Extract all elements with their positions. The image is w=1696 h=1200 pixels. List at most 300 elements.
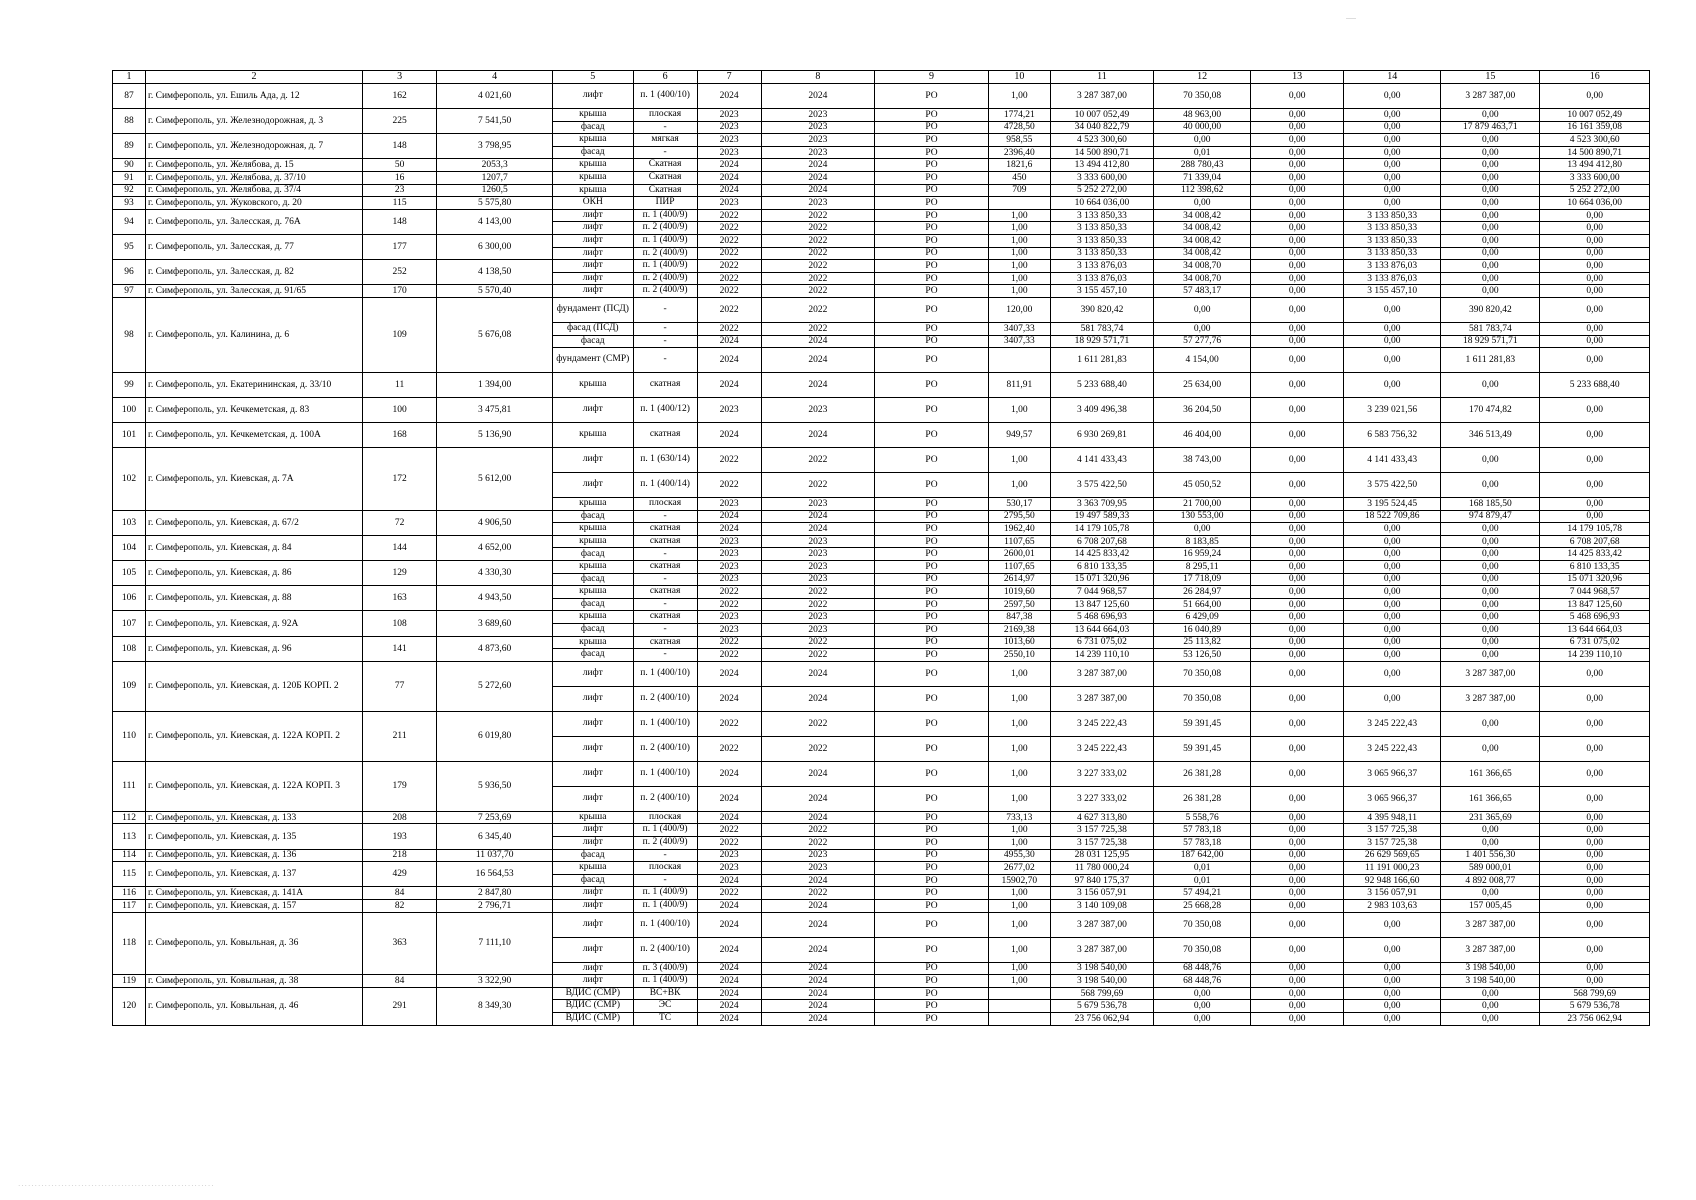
cell-col-15: 3 287 387,00	[1441, 686, 1540, 711]
address-cell: г. Симферополь, ул. Кечкеметская, д. 83	[146, 398, 363, 423]
table-row	[113, 711, 1650, 736]
cell-col-13: 0,00	[1251, 975, 1344, 988]
cell-col-7: 2022	[697, 297, 761, 322]
row-number: 104	[113, 535, 146, 560]
column-number-2: 2	[146, 71, 363, 84]
table-row	[113, 448, 1650, 473]
row-number: 120	[113, 987, 146, 1025]
cell-col-14: 3 195 524,45	[1344, 498, 1441, 511]
cell-col-8: 2024	[761, 171, 875, 184]
cell-col-9: РО	[875, 837, 989, 850]
cell-col-7: 2024	[697, 84, 761, 109]
cell-col-15: 0,00	[1441, 887, 1540, 900]
cell-col-5: фасад	[553, 598, 634, 611]
cell-col-9: РО	[875, 272, 989, 285]
cell-col-15: 0,00	[1441, 171, 1540, 184]
cell-col-6: -	[633, 510, 697, 523]
cell-col-14: 0,00	[1344, 297, 1441, 322]
cell-col-15: 170 474,82	[1441, 398, 1540, 423]
cell-col-11: 13 494 412,80	[1050, 159, 1153, 172]
cell-col-6: скатная	[633, 636, 697, 649]
table-row	[113, 285, 1650, 298]
cell-col-13: 0,00	[1251, 159, 1344, 172]
cell-col-16: 0,00	[1540, 786, 1650, 811]
cell-col-14: 0,00	[1344, 962, 1441, 975]
cell-col-16: 0,00	[1540, 297, 1650, 322]
cell-col-6: п. 1 (400/10)	[633, 711, 697, 736]
cell-col-7: 2022	[697, 209, 761, 222]
cell-col-13: 0,00	[1251, 1012, 1344, 1025]
cell-col-5: крыша	[553, 159, 634, 172]
address-cell: г. Симферополь, ул. Киевская, д. 86	[146, 561, 363, 586]
cell-col-9: РО	[875, 297, 989, 322]
cell-col-16: 14 179 105,78	[1540, 523, 1650, 536]
area-cell: 7 541,50	[437, 109, 553, 134]
cell-col-16: 0,00	[1540, 473, 1650, 498]
apartments-cell: 11	[362, 373, 436, 398]
cell-col-15: 0,00	[1441, 247, 1540, 260]
cell-col-13: 0,00	[1251, 824, 1344, 837]
cell-col-14: 3 133 850,33	[1344, 234, 1441, 247]
cell-col-15: 3 287 387,00	[1441, 912, 1540, 937]
cell-col-8: 2023	[761, 849, 875, 862]
cell-col-10: 3407,33	[988, 322, 1050, 335]
cell-col-11: 581 783,74	[1050, 322, 1153, 335]
cell-col-11: 34 040 822,79	[1050, 121, 1153, 134]
cell-col-9: РО	[875, 899, 989, 912]
cell-col-6: -	[633, 297, 697, 322]
cell-col-14: 0,00	[1344, 611, 1441, 624]
cell-col-13: 0,00	[1251, 912, 1344, 937]
cell-col-5: лифт	[553, 84, 634, 109]
cell-col-15: 3 287 387,00	[1441, 937, 1540, 962]
cell-col-8: 2022	[761, 272, 875, 285]
cell-col-9: РО	[875, 962, 989, 975]
cell-col-10: 1,00	[988, 975, 1050, 988]
address-cell: г. Симферополь, ул. Киевская, д. 157	[146, 899, 363, 912]
area-cell: 3 689,60	[437, 611, 553, 636]
table-row	[113, 761, 1650, 786]
cell-col-8: 2024	[761, 423, 875, 448]
cell-col-15: 3 198 540,00	[1441, 962, 1540, 975]
cell-col-15: 161 366,65	[1441, 761, 1540, 786]
cell-col-15: 0,00	[1441, 573, 1540, 586]
cell-col-12: 34 008,42	[1154, 222, 1251, 235]
cell-col-13: 0,00	[1251, 498, 1344, 511]
apartments-cell: 84	[362, 975, 436, 988]
cell-col-8: 2022	[761, 887, 875, 900]
cell-col-6: п. 1 (400/9)	[633, 824, 697, 837]
area-cell: 4 138,50	[437, 260, 553, 285]
cell-col-15: 0,00	[1441, 222, 1540, 235]
cell-col-9: РО	[875, 686, 989, 711]
cell-col-12: 59 391,45	[1154, 711, 1251, 736]
cell-col-14: 0,00	[1344, 1012, 1441, 1025]
cell-col-11: 3 133 876,03	[1050, 272, 1153, 285]
cell-col-8: 2022	[761, 297, 875, 322]
apartments-cell: 148	[362, 134, 436, 159]
cell-col-7: 2024	[697, 987, 761, 1000]
cell-col-15: 3 198 540,00	[1441, 975, 1540, 988]
cell-col-6: скатная	[633, 535, 697, 548]
cell-col-8: 2024	[761, 1000, 875, 1013]
cell-col-16: 0,00	[1540, 862, 1650, 875]
cell-col-10	[988, 1012, 1050, 1025]
cell-col-16: 4 523 300,60	[1540, 134, 1650, 147]
cell-col-10: 1,00	[988, 837, 1050, 850]
cell-col-15: 3 287 387,00	[1441, 661, 1540, 686]
area-cell: 4 143,00	[437, 209, 553, 234]
cell-col-5: фасад	[553, 548, 634, 561]
address-cell: г. Симферополь, ул. Киевская, д. 136	[146, 849, 363, 862]
cell-col-5: ВДИС (СМР)	[553, 1000, 634, 1013]
cell-col-7: 2024	[697, 686, 761, 711]
area-cell: 4 906,50	[437, 510, 553, 535]
table-row	[113, 171, 1650, 184]
row-number: 117	[113, 899, 146, 912]
cell-col-8: 2022	[761, 636, 875, 649]
cell-col-16: 0,00	[1540, 260, 1650, 273]
apartments-cell: 108	[362, 611, 436, 636]
cell-col-10	[988, 1000, 1050, 1013]
cell-col-13: 0,00	[1251, 586, 1344, 599]
apartments-cell: 252	[362, 260, 436, 285]
cell-col-9: РО	[875, 423, 989, 448]
cell-col-9: РО	[875, 811, 989, 824]
cell-col-14: 3 157 725,38	[1344, 824, 1441, 837]
cell-col-16: 0,00	[1540, 711, 1650, 736]
cell-col-6: -	[633, 624, 697, 637]
cell-col-6: скатная	[633, 611, 697, 624]
cell-col-14: 26 629 569,65	[1344, 849, 1441, 862]
cell-col-11: 3 155 457,10	[1050, 285, 1153, 298]
cell-col-11: 14 500 890,71	[1050, 146, 1153, 159]
cell-col-12: 40 000,00	[1154, 121, 1251, 134]
cell-col-16: 0,00	[1540, 937, 1650, 962]
cell-col-6: ТС	[633, 1012, 697, 1025]
cell-col-10: 1107,65	[988, 561, 1050, 574]
cell-col-15: 589 000,01	[1441, 862, 1540, 875]
cell-col-9: РО	[875, 322, 989, 335]
cell-col-9: РО	[875, 84, 989, 109]
cell-col-6: п. 2 (400/10)	[633, 786, 697, 811]
cell-col-16: 23 756 062,94	[1540, 1012, 1650, 1025]
cell-col-14: 0,00	[1344, 1000, 1441, 1013]
cell-col-16: 7 044 968,57	[1540, 586, 1650, 599]
register-table-sheet	[112, 70, 1650, 1026]
cell-col-7: 2023	[697, 535, 761, 548]
cell-col-12: 26 381,28	[1154, 786, 1251, 811]
cell-col-14: 0,00	[1344, 561, 1441, 574]
cell-col-16: 13 644 664,03	[1540, 624, 1650, 637]
apartments-cell: 72	[362, 510, 436, 535]
cell-col-14: 3 245 222,43	[1344, 736, 1441, 761]
cell-col-8: 2023	[761, 398, 875, 423]
cell-col-10: 2550,10	[988, 649, 1050, 662]
cell-col-15: 581 783,74	[1441, 322, 1540, 335]
cell-col-15: 157 005,45	[1441, 899, 1540, 912]
cell-col-15: 3 287 387,00	[1441, 84, 1540, 109]
cell-col-6: п. 2 (400/9)	[633, 247, 697, 260]
cell-col-10: 1821,6	[988, 159, 1050, 172]
cell-col-6: п. 1 (400/10)	[633, 761, 697, 786]
cell-col-11: 19 497 589,33	[1050, 510, 1153, 523]
cell-col-6: -	[633, 335, 697, 348]
cell-col-5: крыша	[553, 523, 634, 536]
apartments-cell: 162	[362, 84, 436, 109]
cell-col-10: 1,00	[988, 473, 1050, 498]
cell-col-14: 3 133 850,33	[1344, 222, 1441, 235]
cell-col-10: 958,55	[988, 134, 1050, 147]
cell-col-7: 2024	[697, 184, 761, 197]
column-number-5: 5	[553, 71, 634, 84]
cell-col-13: 0,00	[1251, 335, 1344, 348]
cell-col-13: 0,00	[1251, 887, 1344, 900]
cell-col-13: 0,00	[1251, 535, 1344, 548]
cell-col-15: 0,00	[1441, 611, 1540, 624]
cell-col-13: 0,00	[1251, 711, 1344, 736]
cell-col-9: РО	[875, 523, 989, 536]
cell-col-16: 0,00	[1540, 498, 1650, 511]
cell-col-8: 2023	[761, 121, 875, 134]
cell-col-8: 2022	[761, 837, 875, 850]
cell-col-12: 4 154,00	[1154, 348, 1251, 373]
cell-col-10: 1,00	[988, 786, 1050, 811]
cell-col-13: 0,00	[1251, 209, 1344, 222]
cell-col-16: 0,00	[1540, 272, 1650, 285]
cell-col-15: 0,00	[1441, 373, 1540, 398]
cell-col-5: фасад	[553, 121, 634, 134]
cell-col-8: 2022	[761, 448, 875, 473]
apartments-cell: 23	[362, 184, 436, 197]
area-cell: 2 796,71	[437, 899, 553, 912]
cell-col-9: РО	[875, 234, 989, 247]
cell-col-11: 18 929 571,71	[1050, 335, 1153, 348]
cell-col-7: 2024	[697, 899, 761, 912]
cell-col-6: п. 2 (400/10)	[633, 937, 697, 962]
cell-col-8: 2024	[761, 874, 875, 887]
cell-col-11: 1 611 281,83	[1050, 348, 1153, 373]
cell-col-12: 112 398,62	[1154, 184, 1251, 197]
cell-col-9: РО	[875, 598, 989, 611]
cell-col-5: фасад	[553, 649, 634, 662]
cell-col-11: 3 198 540,00	[1050, 975, 1153, 988]
cell-col-16: 10 007 052,49	[1540, 109, 1650, 122]
cell-col-11: 5 468 696,93	[1050, 611, 1153, 624]
cell-col-10: 1,00	[988, 912, 1050, 937]
cell-col-5: лифт	[553, 962, 634, 975]
cell-col-6: -	[633, 649, 697, 662]
cell-col-7: 2022	[697, 824, 761, 837]
apartments-cell: 141	[362, 636, 436, 661]
cell-col-10: 1,00	[988, 686, 1050, 711]
cell-col-15: 0,00	[1441, 473, 1540, 498]
cell-col-9: РО	[875, 636, 989, 649]
row-number: 118	[113, 912, 146, 975]
cell-col-14: 3 157 725,38	[1344, 837, 1441, 850]
cell-col-6: мягкая	[633, 134, 697, 147]
cell-col-8: 2023	[761, 548, 875, 561]
cell-col-9: РО	[875, 573, 989, 586]
address-cell: г. Симферополь, ул. Ковыльная, д. 36	[146, 912, 363, 975]
cell-col-11: 4 523 300,60	[1050, 134, 1153, 147]
cell-col-11: 5 233 688,40	[1050, 373, 1153, 398]
table-row	[113, 260, 1650, 273]
cell-col-6: Скатная	[633, 184, 697, 197]
cell-col-13: 0,00	[1251, 548, 1344, 561]
cell-col-11: 97 840 175,37	[1050, 874, 1153, 887]
cell-col-16: 0,00	[1540, 811, 1650, 824]
apartments-cell: 179	[362, 761, 436, 811]
cell-col-15: 0,00	[1441, 260, 1540, 273]
cell-col-13: 0,00	[1251, 121, 1344, 134]
cell-col-12: 16 040,89	[1154, 624, 1251, 637]
table-row	[113, 159, 1650, 172]
cell-col-8: 2024	[761, 348, 875, 373]
cell-col-15: 0,00	[1441, 561, 1540, 574]
cell-col-15: 17 879 463,71	[1441, 121, 1540, 134]
page-footer-faint: ···························································	[18, 1182, 215, 1190]
cell-col-15: 0,00	[1441, 649, 1540, 662]
cell-col-16: 0,00	[1540, 335, 1650, 348]
address-cell: г. Симферополь, ул. Калинина, д. 6	[146, 297, 363, 372]
cell-col-6: скатная	[633, 373, 697, 398]
cell-col-6: скатная	[633, 423, 697, 448]
apartments-cell: 84	[362, 887, 436, 900]
cell-col-5: крыша	[553, 811, 634, 824]
cell-col-6: -	[633, 121, 697, 134]
cell-col-15: 0,00	[1441, 598, 1540, 611]
column-number-9: 9	[875, 71, 989, 84]
cell-col-8: 2024	[761, 184, 875, 197]
cell-col-8: 2023	[761, 498, 875, 511]
table-row	[113, 586, 1650, 599]
column-number-6: 6	[633, 71, 697, 84]
cell-col-15: 0,00	[1441, 272, 1540, 285]
cell-col-15: 0,00	[1441, 234, 1540, 247]
cell-col-9: РО	[875, 473, 989, 498]
cell-col-11: 23 756 062,94	[1050, 1012, 1153, 1025]
cell-col-5: крыша	[553, 611, 634, 624]
area-cell: 5 570,40	[437, 285, 553, 298]
column-number-3: 3	[362, 71, 436, 84]
table-row	[113, 109, 1650, 122]
cell-col-15: 974 879,47	[1441, 510, 1540, 523]
cell-col-5: крыша	[553, 586, 634, 599]
cell-col-14: 0,00	[1344, 586, 1441, 599]
cell-col-12: 0,00	[1154, 1000, 1251, 1013]
cell-col-9: РО	[875, 159, 989, 172]
area-cell: 4 873,60	[437, 636, 553, 661]
cell-col-12: 8 295,11	[1154, 561, 1251, 574]
cell-col-10: 1,00	[988, 285, 1050, 298]
table-row	[113, 423, 1650, 448]
area-cell: 2053,3	[437, 159, 553, 172]
apartments-cell: 109	[362, 297, 436, 372]
cell-col-7: 2024	[697, 348, 761, 373]
cell-col-5: крыша	[553, 373, 634, 398]
address-cell: г. Симферополь, ул. Жуковского, д. 20	[146, 197, 363, 210]
cell-col-10: 3407,33	[988, 335, 1050, 348]
cell-col-12: 187 642,00	[1154, 849, 1251, 862]
cell-col-12: 0,00	[1154, 134, 1251, 147]
cell-col-12: 26 284,97	[1154, 586, 1251, 599]
cell-col-11: 6 731 075,02	[1050, 636, 1153, 649]
cell-col-5: лифт	[553, 247, 634, 260]
row-number: 111	[113, 761, 146, 811]
cell-col-10: 1,00	[988, 899, 1050, 912]
cell-col-5: лифт	[553, 661, 634, 686]
cell-col-10: 1,00	[988, 222, 1050, 235]
cell-col-7: 2022	[697, 222, 761, 235]
apartments-cell: 193	[362, 824, 436, 849]
cell-col-13: 0,00	[1251, 649, 1344, 662]
address-cell: г. Симферополь, ул. Железнодорожная, д. 3	[146, 109, 363, 134]
cell-col-14: 0,00	[1344, 171, 1441, 184]
cell-col-7: 2023	[697, 146, 761, 159]
cell-col-12: 68 448,76	[1154, 962, 1251, 975]
cell-col-15: 0,00	[1441, 1000, 1540, 1013]
row-number: 102	[113, 448, 146, 511]
area-cell: 5 612,00	[437, 448, 553, 511]
cell-col-10: 1,00	[988, 962, 1050, 975]
cell-col-8: 2023	[761, 109, 875, 122]
cell-col-7: 2022	[697, 711, 761, 736]
row-number: 119	[113, 975, 146, 988]
table-row	[113, 398, 1650, 423]
cell-col-13: 0,00	[1251, 987, 1344, 1000]
cell-col-12: 25 668,28	[1154, 899, 1251, 912]
cell-col-10	[988, 197, 1050, 210]
cell-col-10: 1,00	[988, 711, 1050, 736]
cell-col-9: РО	[875, 1012, 989, 1025]
cell-col-6: п. 1 (400/14)	[633, 473, 697, 498]
cell-col-15: 0,00	[1441, 711, 1540, 736]
cell-col-15: 0,00	[1441, 209, 1540, 222]
area-cell: 6 345,40	[437, 824, 553, 849]
cell-col-5: лифт	[553, 398, 634, 423]
cell-col-12: 57 483,17	[1154, 285, 1251, 298]
cell-col-6: плоская	[633, 109, 697, 122]
cell-col-12: 21 700,00	[1154, 498, 1251, 511]
cell-col-16: 0,00	[1540, 837, 1650, 850]
apartments-cell: 429	[362, 862, 436, 887]
cell-col-6: -	[633, 146, 697, 159]
address-cell: г. Симферополь, ул. Киевская, д. 133	[146, 811, 363, 824]
cell-col-6: п. 1 (400/10)	[633, 661, 697, 686]
cell-col-11: 3 133 876,03	[1050, 260, 1153, 273]
cell-col-11: 4 141 433,43	[1050, 448, 1153, 473]
cell-col-8: 2024	[761, 761, 875, 786]
row-number: 87	[113, 84, 146, 109]
area-cell: 5 676,08	[437, 297, 553, 372]
cell-col-11: 3 245 222,43	[1050, 711, 1153, 736]
cell-col-8: 2023	[761, 611, 875, 624]
apartments-cell: 291	[362, 987, 436, 1025]
cell-col-13: 0,00	[1251, 510, 1344, 523]
cell-col-16: 0,00	[1540, 285, 1650, 298]
cell-col-15: 161 366,65	[1441, 786, 1540, 811]
address-cell: г. Симферополь, ул. Ковыльная, д. 38	[146, 975, 363, 988]
cell-col-6: ВС+ВК	[633, 987, 697, 1000]
cell-col-14: 0,00	[1344, 598, 1441, 611]
cell-col-10: 120,00	[988, 297, 1050, 322]
column-number-7: 7	[697, 71, 761, 84]
cell-col-8: 2023	[761, 134, 875, 147]
address-cell: г. Симферополь, ул. Киевская, д. 96	[146, 636, 363, 661]
cell-col-7: 2022	[697, 448, 761, 473]
cell-col-13: 0,00	[1251, 837, 1344, 850]
